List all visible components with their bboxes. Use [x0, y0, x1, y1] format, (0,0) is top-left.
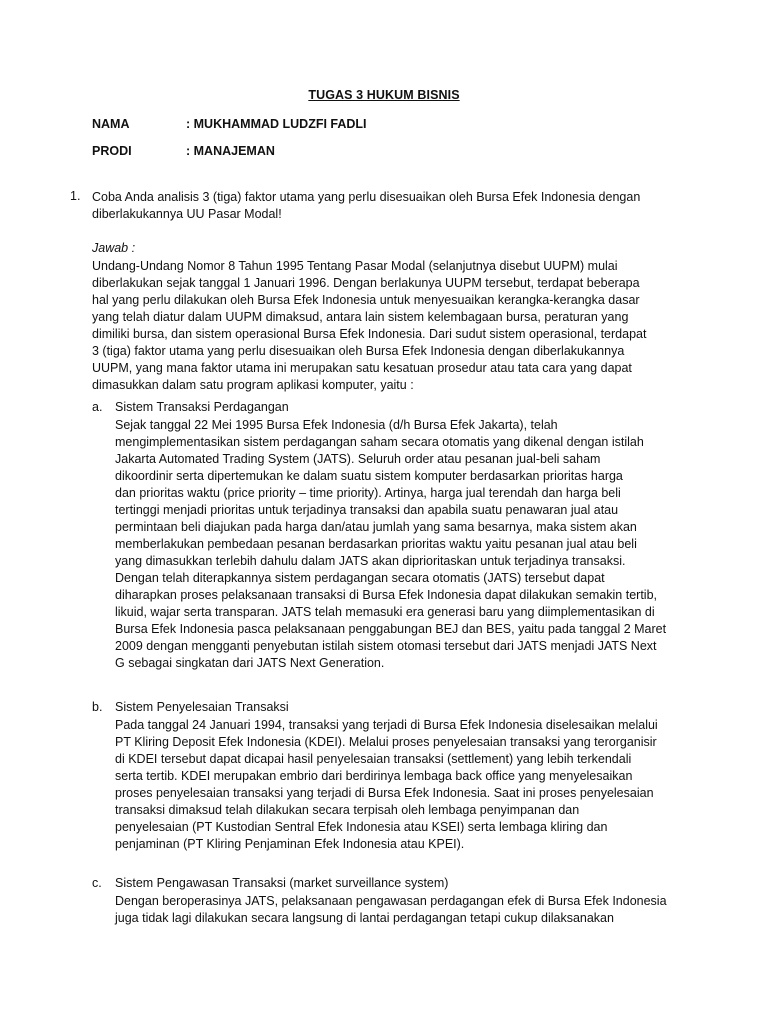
section-b-body: [115, 717, 658, 853]
section-b-line: penyelesaian (PT Kustodian Sentral Efek Indonesia atau KSEI) serta lembaga kliring dan: [115, 820, 608, 834]
prodi-field-row: [92, 144, 275, 158]
section-a-title: Sistem Transaksi Perdagangan: [115, 400, 289, 414]
intro-line: diberlakukan sejak tanggal 1 Januari 1996. Dengan berlakunya UUPM tersebut, terdapat beberapa: [92, 276, 640, 290]
section-c-letter: c.: [92, 876, 102, 890]
document-title: TUGAS 3 HUKUM BISNIS: [308, 88, 460, 102]
intro-line: yang telah diatur dalam UUPM dimaksud, antara lain sistem kelembagaan bursa, peraturan yang: [92, 310, 629, 324]
intro-line: Undang-Undang Nomor 8 Tahun 1995 Tentang Pasar Modal (selanjutnya disebut UUPM) mulai: [92, 259, 618, 273]
question-text: [92, 189, 640, 223]
name-value: : MUKHAMMAD LUDZFI FADLI: [186, 117, 367, 131]
prodi-value: : MANAJEMAN: [186, 144, 275, 158]
section-c-body: [115, 893, 667, 927]
name-field-row: [92, 117, 367, 131]
question-number: 1.: [70, 189, 81, 203]
section-b-line: di KDEI tersebut dapat dicapai hasil penyelesaian transaksi (settlement) yang lebih terkendali: [115, 752, 632, 766]
prodi-label: PRODI: [92, 144, 132, 158]
intro-paragraph: [92, 258, 646, 394]
section-a-line: dikoordinir serta dipertemukan ke dalam suatu sistem komputer berdasarkan prioritas harga: [115, 469, 623, 483]
intro-line: UUPM, yang mana faktor utama ini merupakan satu kesatuan prosedur atau tata cara yang dapat: [92, 361, 632, 375]
section-a-line: Bursa Efek Indonesia pasca pelaksanaan penggabungan BEJ dan BES, yaitu pada tanggal 2 Maret: [115, 622, 667, 636]
question-line: diberlakukannya UU Pasar Modal!: [92, 207, 282, 221]
section-b-line: serta tertib. KDEI merupakan embrio dari berdirinya lembaga back office yang menyelesaikan: [115, 769, 633, 783]
question-line: Coba Anda analisis 3 (tiga) faktor utama yang perlu disesuaikan oleh Bursa Efek Indonesia dengan: [92, 190, 641, 204]
section-b-line: PT Kliring Deposit Efek Indonesia (KDEI). Melalui proses penyelesaian transaksi yang terorganisir: [115, 735, 657, 749]
section-a-letter: a.: [92, 400, 103, 414]
section-a-line: diharapkan proses pelaksanaan transaksi di Bursa Efek Indonesia dapat dilakukan semakin tertib,: [115, 588, 657, 602]
section-a-line: dan prioritas waktu (price priority – time priority). Artinya, harga jual terendah dan harga beli: [115, 486, 621, 500]
section-b-line: penjaminan (PT Kliring Penjaminan Efek Indonesia atau KPEI).: [115, 837, 465, 851]
section-a-line: likuid, wajar serta transparan. JATS telah memasuki era generasi baru yang diimplementasikan di: [115, 605, 655, 619]
section-a-line: Dengan telah diterapkannya sistem perdagangan secara otomatis (JATS) tersebut dapat: [115, 571, 605, 585]
section-c-title: Sistem Pengawasan Transaksi (market surveillance system): [115, 876, 449, 890]
section-a-line: G sebagai singkatan dari JATS Next Generation.: [115, 656, 385, 670]
section-a-line: mengimplementasikan sistem perdagangan saham secara otomatis yang dikenal dengan istilah: [115, 435, 644, 449]
intro-line: dimasukkan dalam satu program aplikasi komputer, yaitu :: [92, 378, 414, 392]
section-c-line: Dengan beroperasinya JATS, pelaksanaan pengawasan perdagangan efek di Bursa Efek Indonesia: [115, 894, 667, 908]
intro-line: 3 (tiga) faktor utama yang perlu disesuaikan oleh Bursa Efek Indonesia dengan diberlakukannya: [92, 344, 625, 358]
section-a-line: yang dimasukkan terlebih dahulu dalam JATS akan diprioritaskan untuk terjadinya transaksi.: [115, 554, 626, 568]
section-a-line: Jakarta Automated Trading System (JATS). Seluruh order atau pesanan jual-beli saham: [115, 452, 601, 466]
section-b-line: Pada tanggal 24 Januari 1994, transaksi yang terjadi di Bursa Efek Indonesia diselesaikan melalui: [115, 718, 658, 732]
answer-label: Jawab :: [92, 241, 136, 255]
section-b-letter: b.: [92, 700, 103, 714]
intro-line: hal yang perlu dilakukan oleh Bursa Efek Indonesia untuk menyesuaikan kerangka-kerangka dasar: [92, 293, 640, 307]
section-a-line: memberlakukan pembedaan pesanan berdasarkan prioritas waktu yaitu pesanan jual atau beli: [115, 537, 637, 551]
section-a-line: tertinggi menjadi prioritas untuk terjadinya transaksi dan apabila suatu penawaran jual atau: [115, 503, 619, 517]
section-a-line: Sejak tanggal 22 Mei 1995 Bursa Efek Indonesia (d/h Bursa Efek Jakarta), telah: [115, 418, 558, 432]
section-c-line: juga tidak lagi dilakukan secara langsung di lantai perdagangan tetapi cukup dilaksanakan: [115, 911, 614, 925]
section-a-line: permintaan beli diajukan pada harga dan/atau jumlah yang sama besarnya, maka sistem akan: [115, 520, 637, 534]
section-a-body: [115, 417, 666, 672]
intro-line: dimiliki bursa, dan sistem operasional Bursa Efek Indonesia. Dari sudut sistem operasional, terdapat: [92, 327, 647, 341]
name-label: NAMA: [92, 117, 130, 131]
section-b-title: Sistem Penyelesaian Transaksi: [115, 700, 289, 714]
section-a-line: 2009 dengan mengganti penyebutan istilah sistem otomasi tersebut dari JATS menjadi JATS Next: [115, 639, 657, 653]
section-b-line: proses penyelesaian transaksi yang terjadi di Bursa Efek Indonesia. Saat ini proses penyelesaian: [115, 786, 654, 800]
section-b-line: transaksi dimaksud telah dilakukan secara terpisah oleh lembaga penyimpanan dan: [115, 803, 580, 817]
